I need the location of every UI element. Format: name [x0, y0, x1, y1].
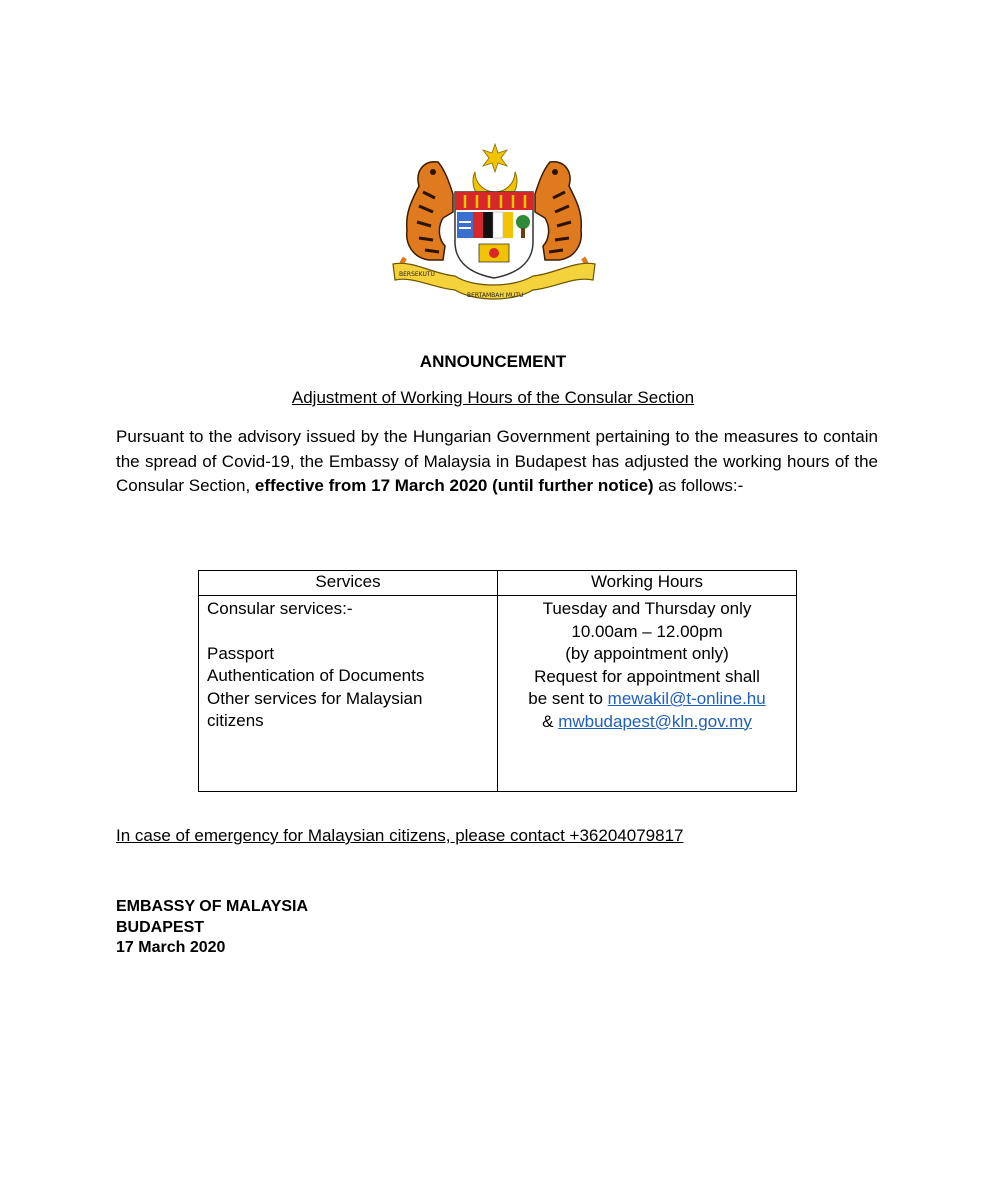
table-row [199, 596, 797, 792]
hours-line: 10.00am – 12.00pm [571, 621, 723, 641]
blank-line [207, 621, 497, 643]
hours-line-prefix: be sent to [528, 689, 608, 708]
header-services: Services [199, 571, 498, 596]
intro-text-2: as follows:- [653, 476, 744, 495]
hours-line: (by appointment only) [565, 644, 729, 663]
signature-date: 17 March 2020 [116, 939, 226, 956]
services-cell [199, 596, 498, 792]
announcement-title: ANNOUNCEMENT [419, 352, 567, 371]
emergency-contact: In case of emergency for Malaysian citizens, please contact +36204079817 [116, 826, 684, 845]
services-line: Consular services:- [207, 599, 353, 618]
left-tiger-icon [401, 162, 453, 276]
header-working-hours: Working Hours [498, 571, 797, 596]
hours-line [498, 711, 796, 734]
hours-line: Request for appointment shall [534, 666, 760, 686]
signature-city: BUDAPEST [116, 918, 205, 936]
signature-block [116, 897, 308, 959]
hours-line-prefix: & [542, 711, 559, 731]
malaysia-coat-of-arms-icon [383, 142, 605, 310]
hours-line [498, 688, 796, 711]
right-tiger-icon [535, 162, 587, 276]
services-line: citizens [207, 711, 264, 730]
intro-paragraph [116, 425, 878, 499]
working-hours-table [198, 570, 797, 792]
table-header-row [199, 571, 797, 596]
email-link-mwbudapest[interactable]: mwbudapest@kln.gov.my [558, 711, 752, 731]
shield-icon [455, 192, 533, 278]
announcement-subtitle-text: Adjustment of Working Hours of the Consular Section [291, 388, 695, 407]
hours-cell [498, 596, 797, 792]
intro-text-1: Pursuant to the advisory issued by the Hungarian Government pertaining to the measures to contain the spread of Covid-19, the Embassy of Malaysia in Budapest has adjusted the working hours of the Consular Section, [116, 427, 878, 495]
signature-embassy: EMBASSY OF MALAYSIA [116, 898, 309, 915]
motto-left-text: BERSEKUTU [399, 271, 435, 278]
services-line: Passport [207, 643, 275, 663]
intro-effective-date: effective from 17 March 2020 (until further notice) [254, 476, 654, 495]
hours-line: Tuesday and Thursday only [542, 599, 752, 618]
services-line: Other services for Malaysian [207, 688, 423, 708]
motto-right-text: BERTAMBAH MUTU [467, 292, 524, 299]
services-line: Authentication of Documents [207, 666, 425, 685]
announcement-subtitle [0, 388, 986, 408]
email-link-mewakil[interactable]: mewakil@t-online.hu [607, 689, 766, 708]
